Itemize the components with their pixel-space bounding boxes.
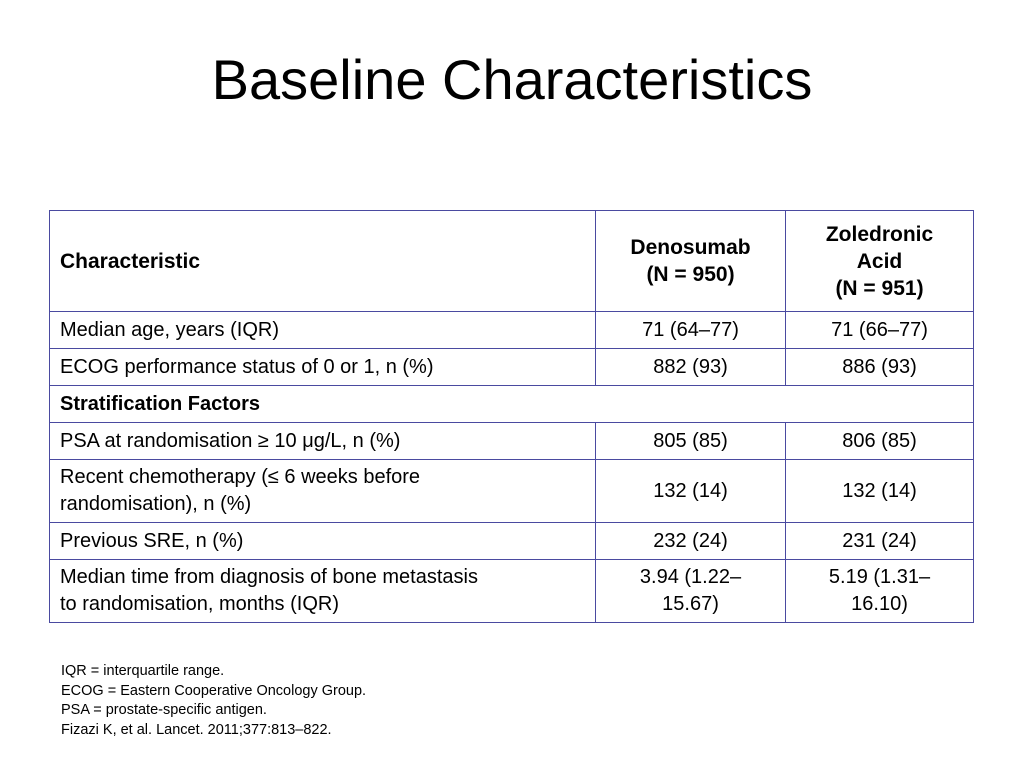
denosumab-value: 882 (93) xyxy=(596,349,786,386)
zoledronic-value: 71 (66–77) xyxy=(786,312,974,349)
row-label xyxy=(50,460,596,523)
table-header-row xyxy=(50,211,974,312)
header-zoledronic-name-2: Acid xyxy=(856,249,903,273)
slide-title: Baseline Characteristics xyxy=(211,48,813,111)
row-label-line-2: randomisation), n (%) xyxy=(60,493,252,515)
table-row xyxy=(50,312,974,349)
row-label-line-2: to randomisation, months (IQR) xyxy=(60,593,339,615)
zoledronic-value xyxy=(786,560,974,623)
footnotes xyxy=(61,662,366,740)
footnote-iqr: IQR = interquartile range. xyxy=(61,663,225,679)
footnote-psa: PSA = prostate-specific antigen. xyxy=(61,702,267,718)
table-row xyxy=(50,523,974,560)
denosumab-value: 132 (14) xyxy=(596,460,786,523)
zoledronic-value: 132 (14) xyxy=(786,460,974,523)
baseline-characteristics-table xyxy=(49,210,974,623)
section-label: Stratification Factors xyxy=(50,386,974,423)
denosumab-value: 805 (85) xyxy=(596,423,786,460)
row-label: ECOG performance status of 0 or 1, n (%) xyxy=(50,349,596,386)
table-row xyxy=(50,423,974,460)
row-label: Median age, years (IQR) xyxy=(50,312,596,349)
row-label: PSA at randomisation ≥ 10 μg/L, n (%) xyxy=(50,423,596,460)
footnote-ecog: ECOG = Eastern Cooperative Oncology Group. xyxy=(61,682,367,699)
denosumab-value-line-1: 3.94 (1.22– xyxy=(639,566,742,588)
header-zoledronic-name-1: Zoledronic xyxy=(825,222,934,246)
table-row xyxy=(50,460,974,523)
denosumab-value-line-2: 15.67) xyxy=(662,593,719,615)
section-row-stratification-factors xyxy=(50,386,974,423)
footnote-reference: Fizazi K, et al. Lancet. 2011;377:813–822. xyxy=(61,721,332,738)
zoledronic-value-line-2: 16.10) xyxy=(851,593,908,615)
denosumab-value: 232 (24) xyxy=(596,523,786,560)
zoledronic-value: 886 (93) xyxy=(786,349,974,386)
header-denosumab-n: (N = 950) xyxy=(646,263,735,286)
zoledronic-value-line-1: 5.19 (1.31– xyxy=(828,566,931,588)
denosumab-value: 71 (64–77) xyxy=(596,312,786,349)
row-label-line-1: Recent chemotherapy (≤ 6 weeks before xyxy=(60,466,421,488)
header-zoledronic-n: (N = 951) xyxy=(835,276,924,300)
header-denosumab-name: Denosumab xyxy=(630,236,751,259)
zoledronic-value: 231 (24) xyxy=(786,523,974,560)
denosumab-value xyxy=(596,560,786,623)
header-characteristic xyxy=(50,211,596,312)
table-row xyxy=(50,349,974,386)
table-row xyxy=(50,560,974,623)
header-characteristic-label: Characteristic xyxy=(60,249,201,273)
row-label: Previous SRE, n (%) xyxy=(50,523,596,560)
row-label-line-1: Median time from diagnosis of bone metastasis xyxy=(60,566,478,588)
row-label xyxy=(50,560,596,623)
zoledronic-value: 806 (85) xyxy=(786,423,974,460)
header-denosumab xyxy=(596,211,786,312)
header-zoledronic-acid xyxy=(786,211,974,312)
